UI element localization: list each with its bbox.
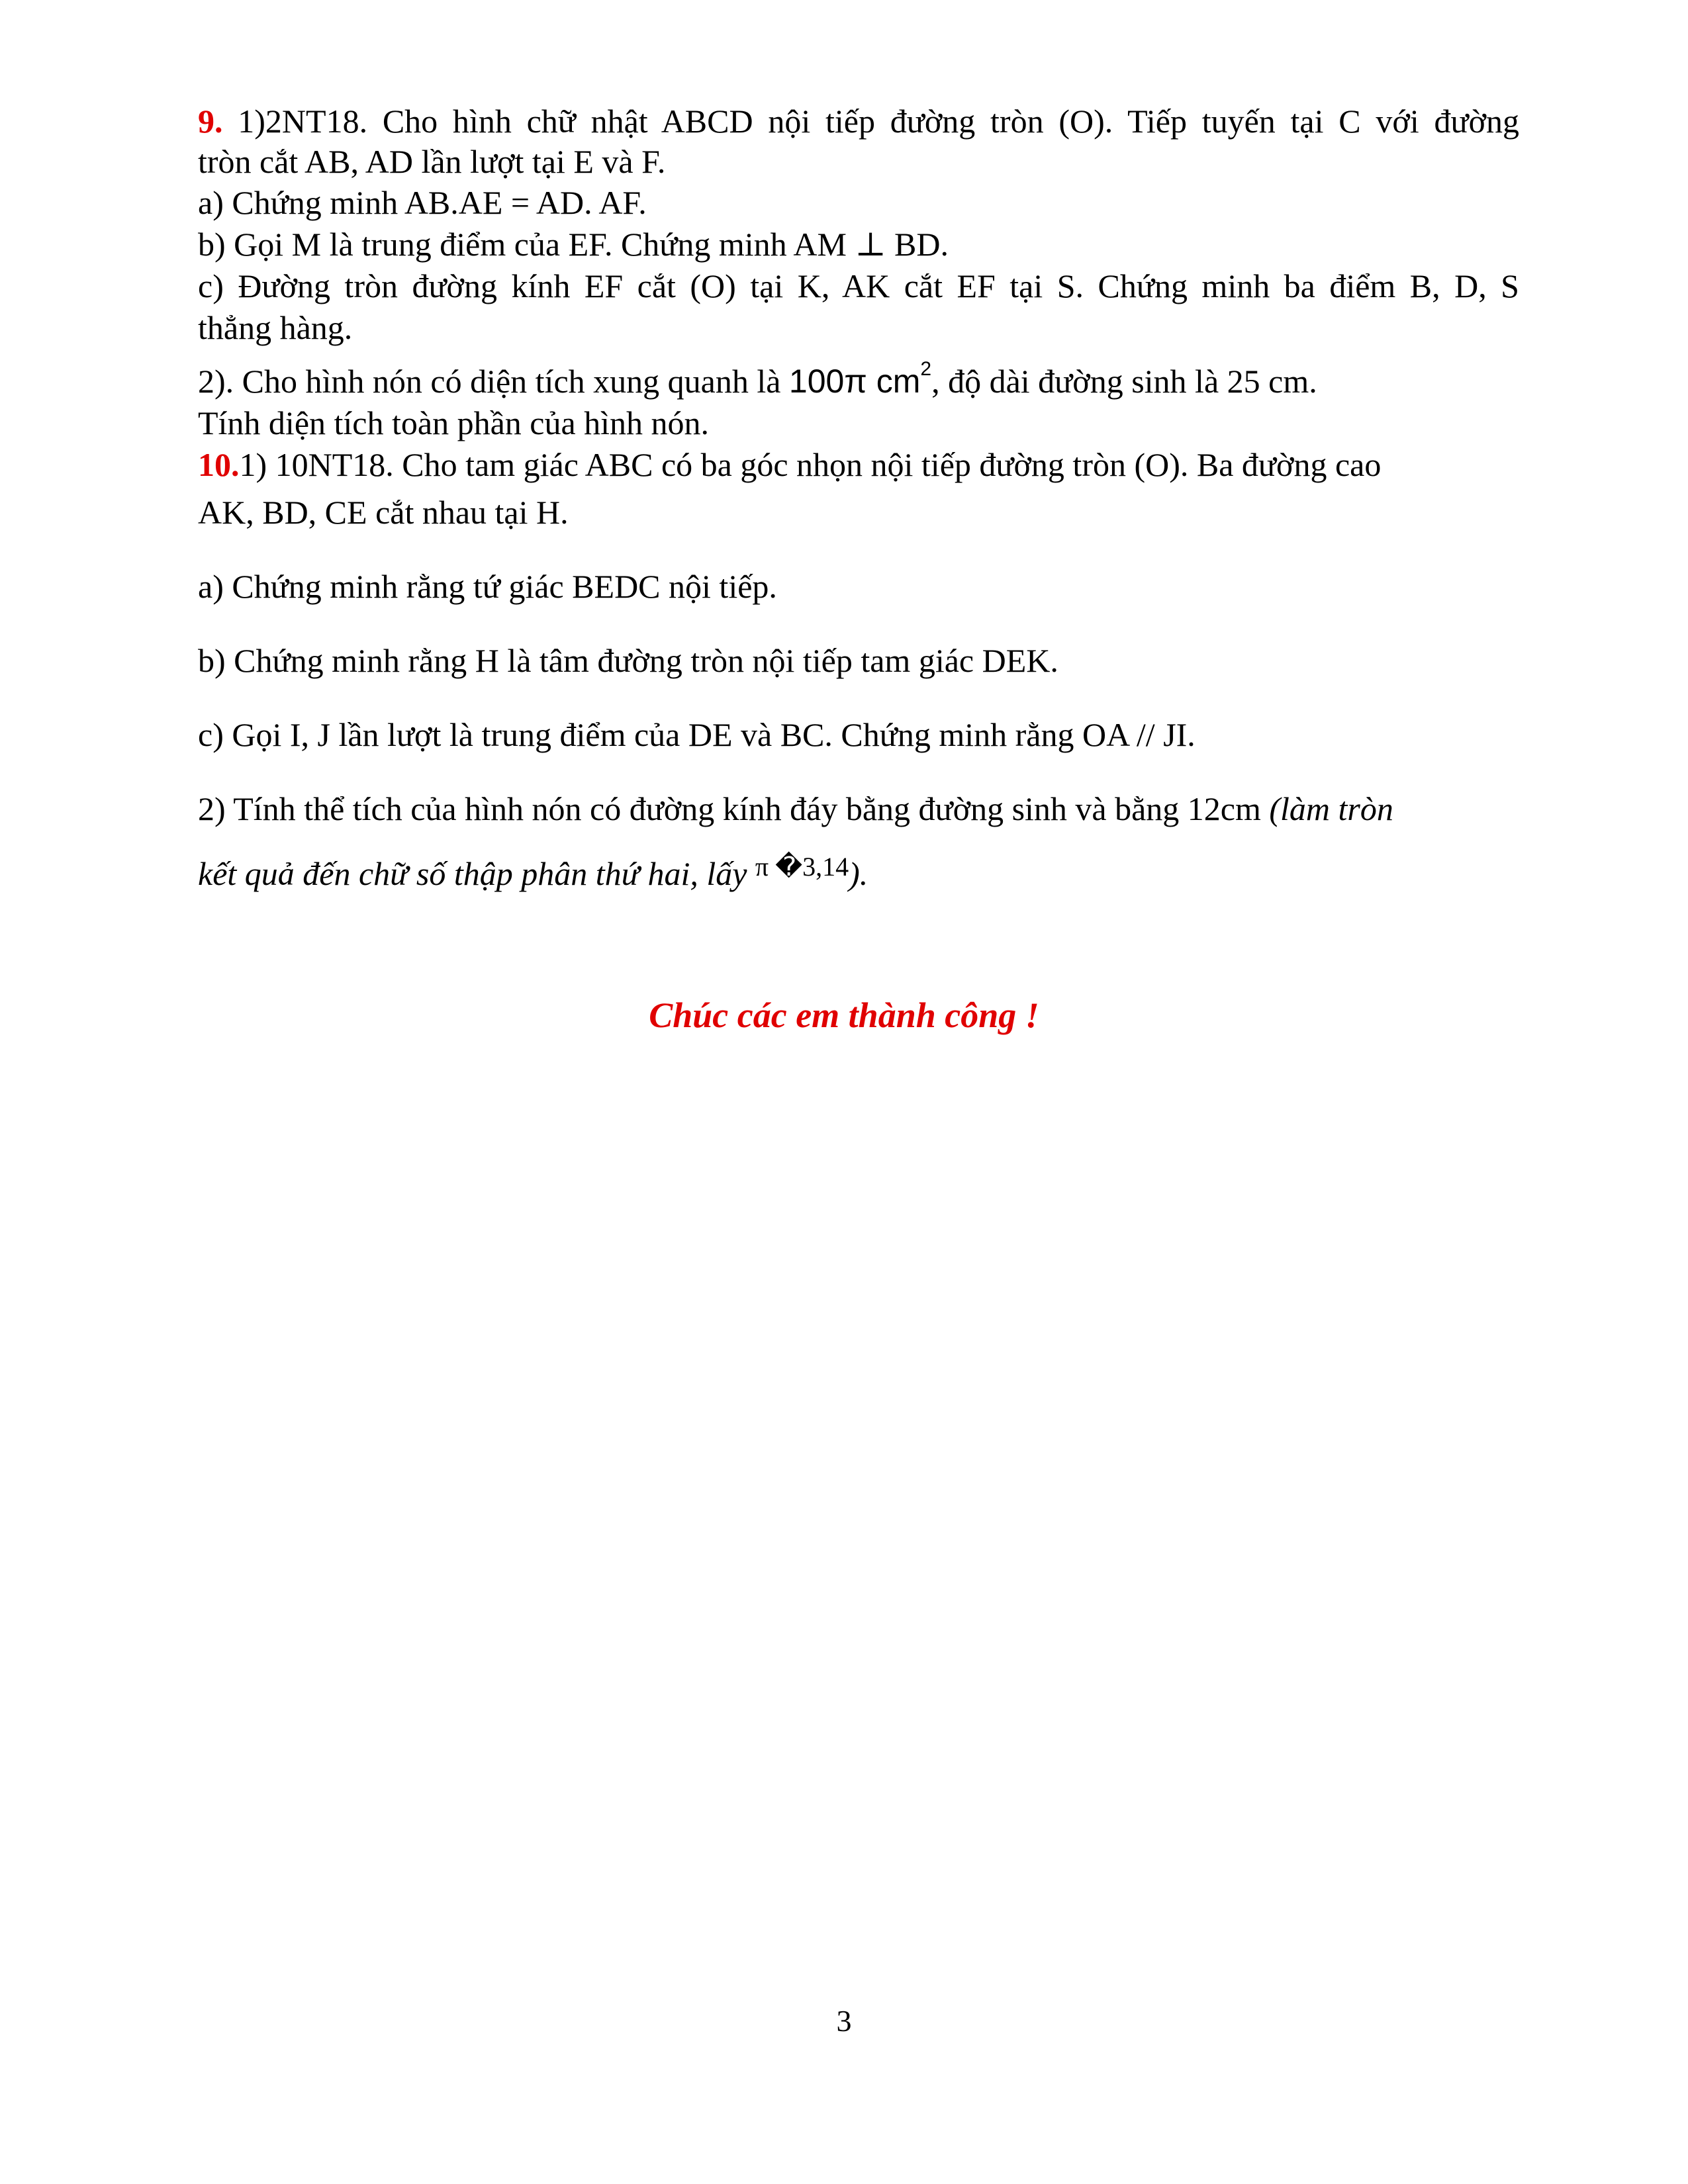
p9-number: 9.	[198, 103, 223, 140]
p9-q2-formula-exponent: 2	[920, 358, 932, 380]
p10-line1-text: 1) 10NT18. Cho tam giác ABC có ba góc nhọn nội tiếp đường tròn (O). Ba đường cao	[239, 446, 1382, 483]
closing-message: Chúc các em thành công !	[649, 995, 1039, 1035]
p9-part-c-line1: c) Đường tròn đường kính EF cắt (O) tại K, AK cắt EF tại S. Chứng minh ba điểm B, D, S	[198, 267, 1519, 304]
p9-question2-line2: Tính diện tích toàn phần của hình nón.	[198, 404, 710, 441]
p10-line2: AK, BD, CE cắt nhau tại H.	[198, 494, 569, 531]
page-number: 3	[836, 2004, 852, 2038]
p9-question2-line1	[198, 358, 1317, 401]
p9-line1-text: 1)2NT18. Cho hình chữ nhật ABCD nội tiếp đường tròn (O). Tiếp tuyến tại C với đường	[238, 103, 1520, 140]
p9-line2: tròn cắt AB, AD lần lượt tại E và F.	[198, 143, 666, 180]
p10-part-a: a) Chứng minh rằng tứ giác BEDC nội tiếp.	[198, 568, 777, 605]
p10-q2-italic-note: (làm tròn	[1269, 790, 1393, 827]
p9-part-a: a) Chứng minh AB.AE = AD. AF.	[198, 184, 647, 221]
p9-part-c-line2: thẳng hàng.	[198, 309, 353, 346]
p10-part-b: b) Chứng minh rằng H là tâm đường tròn nội tiếp tam giác DEK.	[198, 642, 1058, 679]
p10-line1	[198, 445, 1381, 484]
p9-q2-formula	[788, 358, 932, 400]
p10-q2-pi-value: π �3,14	[755, 852, 849, 882]
p10-question2-line1	[198, 789, 1393, 829]
p10-question2-line2	[198, 847, 868, 893]
p9-q2-text-post: , độ dài đường sinh là 25 cm.	[931, 363, 1317, 400]
p9-q2-text-pre: 2). Cho hình nón có diện tích xung quanh là	[198, 363, 789, 400]
p9-line1	[198, 101, 1519, 141]
p9-part-b: b) Gọi M là trung điểm của EF. Chứng minh AM ⊥ BD.	[198, 226, 949, 263]
p10-q2-text-pre: 2) Tính thể tích của hình nón có đường kính đáy bằng đường sinh và bằng 12cm	[198, 790, 1270, 827]
p10-part-c: c) Gọi I, J lần lượt là trung điểm của DE và BC. Chứng minh rằng OA // JI.	[198, 716, 1196, 753]
p9-q2-formula-base: 100π cm	[788, 363, 921, 400]
p10-q2-italic-line2: kết quả đến chữ số thập phân thứ hai, lấy	[198, 855, 755, 892]
p10-q2-close: ).	[849, 855, 868, 892]
p10-number: 10.	[198, 446, 240, 483]
